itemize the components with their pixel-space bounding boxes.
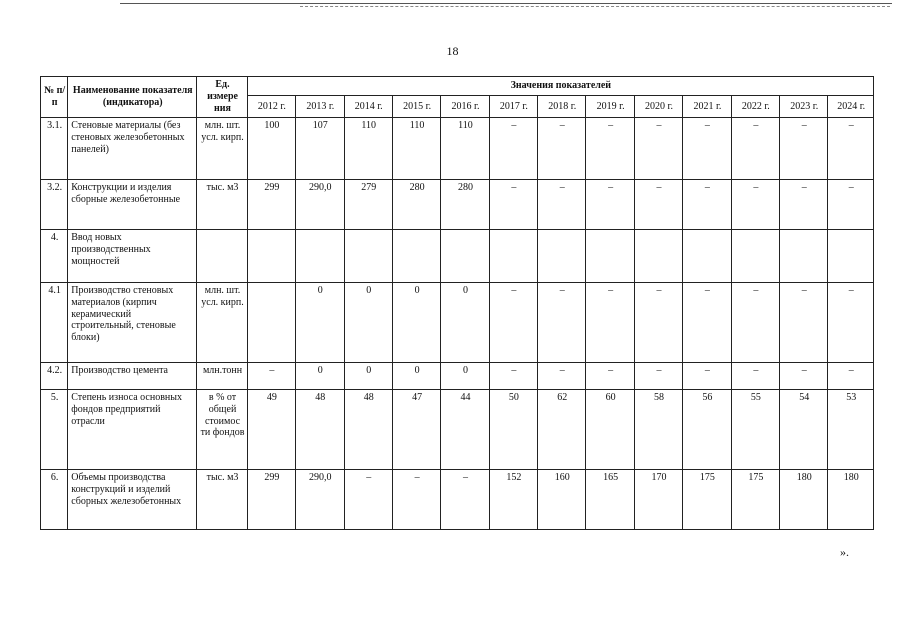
header-year: 2024 г. [828,96,874,118]
value-cell: 110 [441,118,489,180]
table-row [41,283,874,363]
value-cell: – [344,470,392,530]
value-cell: 290,0 [296,470,344,530]
header-year: 2020 г. [634,96,682,118]
value-cell: 100 [247,118,295,180]
value-cell: – [731,180,779,230]
value-cell: – [828,283,874,363]
header-no: № п/п [41,77,68,118]
value-cell: 50 [489,390,537,470]
value-cell: 48 [344,390,392,470]
value-cell: 56 [683,390,731,470]
value-cell: – [828,363,874,390]
value-cell: 290,0 [296,180,344,230]
unit-cell [197,230,247,283]
value-cell: – [828,118,874,180]
value-cell: 0 [441,363,489,390]
indicator-name: Производство цемента [68,363,197,390]
value-cell: 55 [731,390,779,470]
value-cell [731,230,779,283]
value-cell: 160 [538,470,586,530]
table-body [41,118,874,530]
value-cell: – [683,363,731,390]
value-cell: 180 [780,470,828,530]
value-cell: 0 [441,283,489,363]
unit-cell: млн. шт. усл. кирп. [197,283,247,363]
value-cell: 110 [344,118,392,180]
header-year: 2013 г. [296,96,344,118]
header-year: 2017 г. [489,96,537,118]
value-cell: – [731,363,779,390]
unit-cell: млн. шт. усл. кирп. [197,118,247,180]
value-cell [586,230,634,283]
indicator-name: Производство стеновых материалов (кирпич керамический строительный, стеновые блоки) [68,283,197,363]
value-cell: – [683,283,731,363]
row-number: 4.1 [41,283,68,363]
value-cell: – [489,363,537,390]
value-cell: 48 [296,390,344,470]
value-cell: 299 [247,470,295,530]
value-cell: – [634,283,682,363]
header-year: 2012 г. [247,96,295,118]
row-number: 3.1. [41,118,68,180]
value-cell: – [489,283,537,363]
table-row [41,118,874,180]
table-row [41,180,874,230]
value-cell [296,230,344,283]
value-cell: 110 [392,118,440,180]
top-rule [120,3,892,4]
value-cell: 54 [780,390,828,470]
header-values-group: Значения показателей [247,77,873,96]
value-cell: 180 [828,470,874,530]
value-cell: 280 [392,180,440,230]
value-cell: 58 [634,390,682,470]
indicator-name: Конструкции и изделия сборные железобетонные [68,180,197,230]
value-cell: 152 [489,470,537,530]
value-cell: 280 [441,180,489,230]
value-cell [828,230,874,283]
value-cell: 0 [296,283,344,363]
value-cell [683,230,731,283]
value-cell [780,230,828,283]
value-cell: 0 [392,363,440,390]
value-cell: 44 [441,390,489,470]
value-cell: – [586,118,634,180]
value-cell [247,283,295,363]
value-cell: 47 [392,390,440,470]
header-year: 2015 г. [392,96,440,118]
value-cell: – [538,283,586,363]
table-row [41,230,874,283]
value-cell: 107 [296,118,344,180]
value-cell [344,230,392,283]
table-row [41,470,874,530]
value-cell: – [441,470,489,530]
value-cell: 0 [344,283,392,363]
value-cell [538,230,586,283]
row-number: 4. [41,230,68,283]
value-cell: – [489,180,537,230]
header-year: 2023 г. [780,96,828,118]
value-cell: – [586,363,634,390]
value-cell: – [586,283,634,363]
value-cell: 175 [731,470,779,530]
value-cell: 165 [586,470,634,530]
value-cell: – [780,118,828,180]
value-cell: – [731,118,779,180]
value-cell: 170 [634,470,682,530]
indicator-name: Стеновые материалы (без стеновых железобетонных панелей) [68,118,197,180]
header-year: 2016 г. [441,96,489,118]
header-unit: Ед. измере ния [197,77,247,118]
value-cell: 53 [828,390,874,470]
value-cell: – [634,363,682,390]
value-cell [247,230,295,283]
value-cell: – [392,470,440,530]
header-year: 2019 г. [586,96,634,118]
row-number: 6. [41,470,68,530]
value-cell: – [780,180,828,230]
value-cell: – [634,180,682,230]
unit-cell: тыс. м3 [197,470,247,530]
value-cell: – [683,180,731,230]
value-cell: – [731,283,779,363]
header-name: Наименование показателя (индикатора) [68,77,197,118]
value-cell: – [489,118,537,180]
value-cell: – [538,363,586,390]
row-number: 4.2. [41,363,68,390]
value-cell: – [780,283,828,363]
top-rule-secondary [300,6,890,7]
header-year: 2018 г. [538,96,586,118]
value-cell: 0 [296,363,344,390]
value-cell [392,230,440,283]
page-number: 18 [446,44,459,58]
value-cell: 49 [247,390,295,470]
table-row [41,363,874,390]
value-cell: 175 [683,470,731,530]
value-cell: 60 [586,390,634,470]
value-cell: 0 [392,283,440,363]
value-cell: 299 [247,180,295,230]
closing-mark: ». [840,545,849,559]
value-cell: – [828,180,874,230]
value-cell [489,230,537,283]
value-cell: 279 [344,180,392,230]
header-year: 2022 г. [731,96,779,118]
value-cell: – [538,180,586,230]
value-cell [634,230,682,283]
value-cell: 0 [344,363,392,390]
value-cell: – [780,363,828,390]
value-cell: – [634,118,682,180]
value-cell: – [683,118,731,180]
value-cell: – [247,363,295,390]
row-number: 5. [41,390,68,470]
header-year: 2021 г. [683,96,731,118]
indicator-name: Объемы производства конструкций и изделий сборных железобетонных [68,470,197,530]
unit-cell: в % от общей стоимос ти фондов [197,390,247,470]
row-number: 3.2. [41,180,68,230]
header-year: 2014 г. [344,96,392,118]
value-cell: – [538,118,586,180]
indicator-name: Ввод новых производственных мощностей [68,230,197,283]
unit-cell: млн.тонн [197,363,247,390]
indicators-table [40,76,874,530]
value-cell [441,230,489,283]
value-cell: – [586,180,634,230]
unit-cell: тыс. м3 [197,180,247,230]
table-row [41,390,874,470]
header-row-1 [41,77,874,96]
indicator-name: Степень износа основных фондов предприятий отрасли [68,390,197,470]
value-cell: 62 [538,390,586,470]
